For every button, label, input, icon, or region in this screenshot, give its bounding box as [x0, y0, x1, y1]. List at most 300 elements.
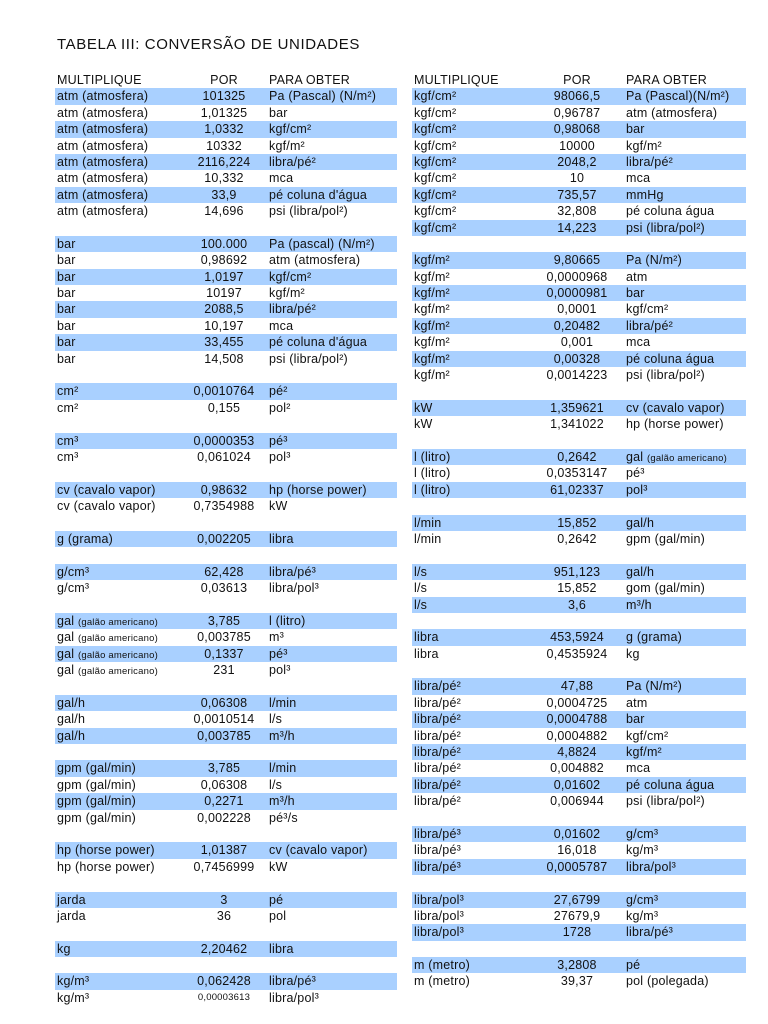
cell-por: 101325: [202, 89, 246, 104]
cell-por: 0,98068: [553, 122, 601, 137]
cell-por: 0,0010764: [193, 384, 255, 399]
table-row: [55, 498, 397, 514]
cell-para-obter: [261, 908, 397, 924]
cell-por: 0,002205: [197, 531, 251, 546]
unit-from: kgf/cm²: [414, 122, 457, 137]
unit-to: pé coluna água: [626, 204, 715, 219]
unit-from: kgf/cm²: [414, 220, 457, 235]
cell-para-obter: [261, 695, 397, 711]
unit-to: Pa (pascal) (N/m²): [269, 236, 375, 251]
table-row: [412, 465, 746, 481]
cell-por: 9,80665: [553, 253, 601, 268]
unit-to: kg/m³: [626, 908, 659, 923]
row-spacer: [55, 744, 397, 760]
cell-por: 47,88: [560, 679, 594, 694]
table-row: [55, 564, 397, 580]
unit-to: bar: [626, 122, 645, 137]
unit-from: l/min: [414, 531, 442, 546]
cell-para-obter: [261, 400, 397, 416]
cell-para-obter: [261, 105, 397, 121]
cell-por: 0,0004725: [546, 695, 608, 710]
cell-multiplique: [412, 252, 536, 268]
unit-to: pol: [269, 908, 287, 923]
table-row: [55, 400, 397, 416]
unit-to: g/cm³: [626, 826, 659, 841]
header-por: POR: [563, 73, 591, 87]
unit-to: libra/pé³: [269, 564, 316, 579]
cell-multiplique: [412, 793, 536, 809]
unit-to: pol²: [269, 400, 291, 415]
cell-para-obter: [618, 318, 746, 334]
table-row: [55, 941, 397, 957]
table-row: [55, 105, 397, 121]
table-row: [55, 187, 397, 203]
cell-para-obter: [618, 285, 746, 301]
cell-multiplique: [55, 859, 187, 875]
table-row: [412, 88, 746, 104]
cell-multiplique: [412, 121, 536, 137]
cell-para-obter: [618, 777, 746, 793]
unit-to: pol³: [269, 449, 291, 464]
unit-to: kgf/cm²: [269, 122, 312, 137]
table-row: [55, 728, 397, 744]
cell-multiplique: [55, 285, 187, 301]
cell-por: 14,696: [204, 204, 244, 219]
table-row: [412, 515, 746, 531]
table-row: [55, 318, 397, 334]
unit-to: pol³: [626, 482, 648, 497]
cell-por: 61,02337: [550, 482, 604, 497]
cell-para-obter: [261, 990, 397, 1006]
cell-por: 33,455: [204, 335, 244, 350]
unit-from: g (grama): [57, 531, 113, 546]
unit-from: gal: [57, 630, 75, 645]
cell-multiplique: [412, 908, 536, 924]
table-row: [412, 121, 746, 137]
cell-por: 951,123: [553, 564, 601, 579]
row-spacer: [55, 678, 397, 694]
unit-from: kgf/cm²: [414, 187, 457, 202]
cell-multiplique: [412, 859, 536, 875]
cell-multiplique: [412, 695, 536, 711]
cell-para-obter: [618, 138, 746, 154]
cell-multiplique: [55, 334, 187, 350]
cell-por: 2088,5: [204, 302, 244, 317]
cell-para-obter: [261, 662, 397, 678]
table-row: [55, 170, 397, 186]
unit-to: g/cm³: [626, 892, 659, 907]
cell-multiplique: [55, 449, 187, 465]
cell-multiplique: [55, 810, 187, 826]
cell-multiplique: [412, 564, 536, 580]
cell-para-obter: [618, 973, 746, 989]
cell-multiplique: [55, 613, 187, 629]
unit-from: kgf/m²: [414, 335, 450, 350]
row-spacer: [412, 498, 746, 514]
table-row: [55, 908, 397, 924]
cell-para-obter: [261, 138, 397, 154]
table-row: [55, 777, 397, 793]
unit-to: psi (libra/pol²): [626, 368, 705, 383]
unit-from: atm (atmosfera): [57, 122, 149, 137]
cell-para-obter: [261, 433, 397, 449]
cell-multiplique: [412, 400, 536, 416]
cell-para-obter: [618, 580, 746, 596]
unit-from: atm (atmosfera): [57, 187, 149, 202]
row-spacer: [412, 547, 746, 563]
unit-to: m³/h: [269, 794, 295, 809]
table-row: [412, 744, 746, 760]
unit-from: bar: [57, 269, 76, 284]
cell-multiplique: [55, 842, 187, 858]
unit-from: libra/pol³: [414, 925, 464, 940]
cell-por: 1,0197: [204, 269, 244, 284]
cell-multiplique: [412, 973, 536, 989]
table-row: [412, 449, 746, 465]
cell-multiplique: [55, 908, 187, 924]
cell-multiplique: [412, 777, 536, 793]
unit-to: pé³: [626, 466, 645, 481]
cell-para-obter: [261, 170, 397, 186]
unit-from: atm (atmosfera): [57, 138, 149, 153]
cell-por: 1,359621: [550, 400, 604, 415]
header-multiplique: MULTIPLIQUE: [414, 73, 499, 87]
table-row: [412, 285, 746, 301]
cell-multiplique: [412, 531, 536, 547]
cell-por: 0,061024: [197, 449, 251, 464]
table-row: [55, 695, 397, 711]
table-header: [55, 72, 397, 88]
unit-from: bar: [57, 351, 76, 366]
unit-to: pé coluna água: [626, 777, 715, 792]
cell-multiplique: [55, 793, 187, 809]
unit-to: pol³: [269, 663, 291, 678]
unit-from: kgf/cm²: [414, 105, 457, 120]
unit-from: hp (horse power): [57, 843, 155, 858]
unit-from-note: (galão americano): [77, 649, 158, 661]
cell-multiplique: [55, 383, 187, 399]
table-row: [412, 924, 746, 940]
cell-por: 0,062428: [197, 974, 251, 989]
table-row: [412, 351, 746, 367]
unit-from: cm²: [57, 400, 79, 415]
unit-from: cv (cavalo vapor): [57, 499, 156, 514]
cell-por: 0,0004788: [546, 712, 608, 727]
cell-para-obter: [261, 121, 397, 137]
cell-multiplique: [55, 646, 187, 662]
unit-from: atm (atmosfera): [57, 171, 149, 186]
cell-multiplique: [412, 482, 536, 498]
cell-para-obter: [261, 728, 397, 744]
cell-para-obter: [261, 842, 397, 858]
unit-to: pé: [626, 958, 641, 973]
unit-to: psi (libra/pol²): [626, 794, 705, 809]
cell-por: 36: [216, 908, 232, 923]
unit-to: kgf/cm²: [626, 302, 669, 317]
cell-para-obter: [618, 88, 746, 104]
table-row: [412, 695, 746, 711]
cell-para-obter: [618, 252, 746, 268]
cell-multiplique: [55, 728, 187, 744]
cell-para-obter: [261, 154, 397, 170]
unit-to: bar: [626, 286, 645, 301]
cell-para-obter: [261, 269, 397, 285]
cell-por: 0,003785: [197, 630, 251, 645]
cell-para-obter: [261, 252, 397, 268]
table-row: [55, 629, 397, 645]
cell-multiplique: [412, 515, 536, 531]
unit-to: g (grama): [626, 630, 682, 645]
table-header: [412, 72, 746, 88]
cell-multiplique: [412, 629, 536, 645]
unit-from: kgf/cm²: [414, 171, 457, 186]
table-row: [55, 760, 397, 776]
table-row: [412, 793, 746, 809]
cell-multiplique: [412, 760, 536, 776]
cell-multiplique: [412, 367, 536, 383]
cell-multiplique: [412, 105, 536, 121]
unit-to: Pa (N/m²): [626, 253, 682, 268]
cell-para-obter: [261, 351, 397, 367]
cell-multiplique: [55, 629, 187, 645]
cell-para-obter: [261, 285, 397, 301]
cell-para-obter: [261, 318, 397, 334]
page-title: TABELA III: CONVERSÃO DE UNIDADES: [57, 36, 360, 53]
cell-por: 0,003785: [197, 728, 251, 743]
unit-from: bar: [57, 318, 76, 333]
cell-para-obter: [618, 908, 746, 924]
unit-from: l (litro): [414, 482, 451, 497]
unit-from: libra/pé³: [414, 859, 461, 874]
cell-por: 10: [569, 171, 585, 186]
cell-por: 3,2808: [557, 958, 597, 973]
unit-to: atm (atmosfera): [269, 253, 361, 268]
cell-para-obter: [261, 629, 397, 645]
unit-to: libra: [269, 941, 294, 956]
header-para-obter: PARA OBTER: [269, 73, 350, 87]
cell-por: 0,4535924: [546, 646, 608, 661]
cell-multiplique: [55, 433, 187, 449]
cell-por: 0,96787: [553, 105, 601, 120]
cell-para-obter: [618, 220, 746, 236]
table-row: [412, 416, 746, 432]
cell-por: 0,0014223: [546, 368, 608, 383]
unit-to: l (litro): [269, 613, 306, 628]
unit-to: Pa (N/m²): [626, 679, 682, 694]
row-spacer: [55, 597, 397, 613]
cell-por: 2116,224: [197, 154, 251, 169]
unit-from: cm³: [57, 433, 79, 448]
unit-to: hp (horse power): [269, 482, 367, 497]
cell-multiplique: [55, 187, 187, 203]
cell-por: 15,852: [557, 581, 597, 596]
unit-from: kg/m³: [57, 974, 90, 989]
cell-para-obter: [261, 531, 397, 547]
table-row: [55, 711, 397, 727]
unit-from: l (litro): [414, 449, 451, 464]
cell-por: 3,785: [207, 761, 241, 776]
unit-to: pé³/s: [269, 810, 298, 825]
row-spacer: [412, 810, 746, 826]
unit-from: hp (horse power): [57, 859, 155, 874]
cell-para-obter: [261, 892, 397, 908]
cell-por: 1,01325: [200, 105, 248, 120]
cell-por: 0,2642: [557, 531, 597, 546]
unit-from: cm²: [57, 384, 79, 399]
unit-to: pé coluna água: [626, 351, 715, 366]
table-row: [55, 203, 397, 219]
unit-from: libra/pé³: [414, 826, 461, 841]
cell-para-obter: [618, 629, 746, 645]
cell-por: 3,6: [568, 597, 586, 612]
cell-por: 0,006944: [550, 794, 604, 809]
row-spacer: [412, 433, 746, 449]
cell-para-obter: [618, 695, 746, 711]
unit-from: kW: [414, 417, 433, 432]
unit-to: l/min: [269, 761, 297, 776]
unit-from: cm³: [57, 449, 79, 464]
table-row: [412, 892, 746, 908]
unit-to: pé coluna d'água: [269, 187, 368, 202]
cell-multiplique: [412, 842, 536, 858]
unit-from: m (metro): [414, 974, 470, 989]
cell-por: 10000: [559, 138, 595, 153]
cell-multiplique: [412, 728, 536, 744]
cell-por: 0,7354988: [193, 499, 255, 514]
unit-from: kgf/m²: [414, 318, 450, 333]
unit-from: bar: [57, 286, 76, 301]
cell-para-obter: [261, 498, 397, 514]
conversion-table-right: [412, 72, 746, 990]
cell-para-obter: [618, 416, 746, 432]
cell-para-obter: [618, 892, 746, 908]
table-row: [412, 842, 746, 858]
unit-from: libra/pé²: [414, 728, 461, 743]
table-row: [55, 301, 397, 317]
cell-para-obter: [618, 597, 746, 613]
cell-por: 2048,2: [557, 154, 597, 169]
row-spacer: [412, 941, 746, 957]
cell-por: 16,018: [557, 843, 597, 858]
unit-to: m³/h: [626, 597, 652, 612]
cell-multiplique: [55, 711, 187, 727]
unit-from-note: (galão americano): [77, 633, 158, 645]
unit-from: l/min: [414, 515, 442, 530]
cell-multiplique: [55, 973, 187, 989]
table-row: [55, 859, 397, 875]
unit-to: atm: [626, 695, 648, 710]
table-row: [55, 990, 397, 1006]
unit-to: mmHg: [626, 187, 664, 202]
cell-por: 100.000: [200, 236, 248, 251]
unit-to: psi (libra/pol²): [269, 351, 348, 366]
unit-from: kgf/m²: [414, 351, 450, 366]
cell-multiplique: [412, 465, 536, 481]
unit-from: libra/pé³: [414, 843, 461, 858]
unit-to: pé²: [269, 384, 288, 399]
unit-from: kgf/m²: [414, 253, 450, 268]
table-rows-left: [55, 88, 397, 1006]
table-row: [412, 957, 746, 973]
unit-to: kgf/m²: [269, 286, 305, 301]
cell-para-obter: [618, 515, 746, 531]
cell-multiplique: [55, 695, 187, 711]
cell-por: 0,0010514: [193, 712, 255, 727]
row-spacer: [412, 662, 746, 678]
table-row: [55, 334, 397, 350]
row-spacer: [412, 383, 746, 399]
cell-para-obter: [618, 269, 746, 285]
unit-to: bar: [269, 105, 288, 120]
cell-para-obter: [618, 826, 746, 842]
row-spacer: [55, 875, 397, 891]
unit-to: kgf/m²: [626, 745, 662, 760]
cell-multiplique: [55, 170, 187, 186]
cell-por: 27,6799: [553, 892, 601, 907]
table-row: [55, 842, 397, 858]
unit-to: gpm (gal/min): [626, 531, 706, 546]
unit-from: gpm (gal/min): [57, 794, 137, 809]
unit-from: libra/pé²: [414, 794, 461, 809]
cell-para-obter: [261, 203, 397, 219]
cell-por: 10,332: [204, 171, 244, 186]
unit-to: cv (cavalo vapor): [626, 400, 725, 415]
unit-from: m (metro): [414, 958, 470, 973]
unit-to: libra/pé²: [626, 154, 673, 169]
cell-multiplique: [412, 416, 536, 432]
cell-por: 0,98692: [200, 253, 248, 268]
cell-por: 0,004882: [550, 761, 604, 776]
table-row: [412, 597, 746, 613]
unit-from: gal/h: [57, 712, 86, 727]
unit-to: kgf/m²: [626, 138, 662, 153]
unit-from: kg/m³: [57, 990, 90, 1005]
cell-por: 453,5924: [550, 630, 604, 645]
table-row: [412, 220, 746, 236]
cell-para-obter: [618, 367, 746, 383]
row-spacer: [55, 924, 397, 940]
unit-from: bar: [57, 253, 76, 268]
unit-to: m³: [269, 630, 284, 645]
unit-to: l/s: [269, 777, 283, 792]
table-rows-right: [412, 88, 746, 989]
unit-to: l/s: [269, 712, 283, 727]
table-row: [412, 564, 746, 580]
unit-from: atm (atmosfera): [57, 204, 149, 219]
cell-multiplique: [55, 580, 187, 596]
cell-multiplique: [55, 760, 187, 776]
cell-por: 0,1337: [204, 646, 244, 661]
unit-to: kg/m³: [626, 843, 659, 858]
table-row: [412, 646, 746, 662]
cell-multiplique: [55, 941, 187, 957]
table-row: [55, 482, 397, 498]
cell-multiplique: [55, 236, 187, 252]
cell-por: 1728: [562, 925, 592, 940]
unit-from: g/cm³: [57, 581, 90, 596]
cell-para-obter: [261, 793, 397, 809]
unit-to: mca: [626, 761, 651, 776]
cell-para-obter: [261, 810, 397, 826]
table-row: [412, 252, 746, 268]
unit-from: gal: [57, 646, 75, 661]
unit-from: gpm (gal/min): [57, 777, 137, 792]
cell-para-obter: [618, 744, 746, 760]
cell-multiplique: [55, 990, 187, 1006]
unit-to: psi (libra/pol²): [626, 220, 705, 235]
cell-por: 0,0000981: [546, 286, 608, 301]
cell-por: 0,155: [207, 400, 241, 415]
